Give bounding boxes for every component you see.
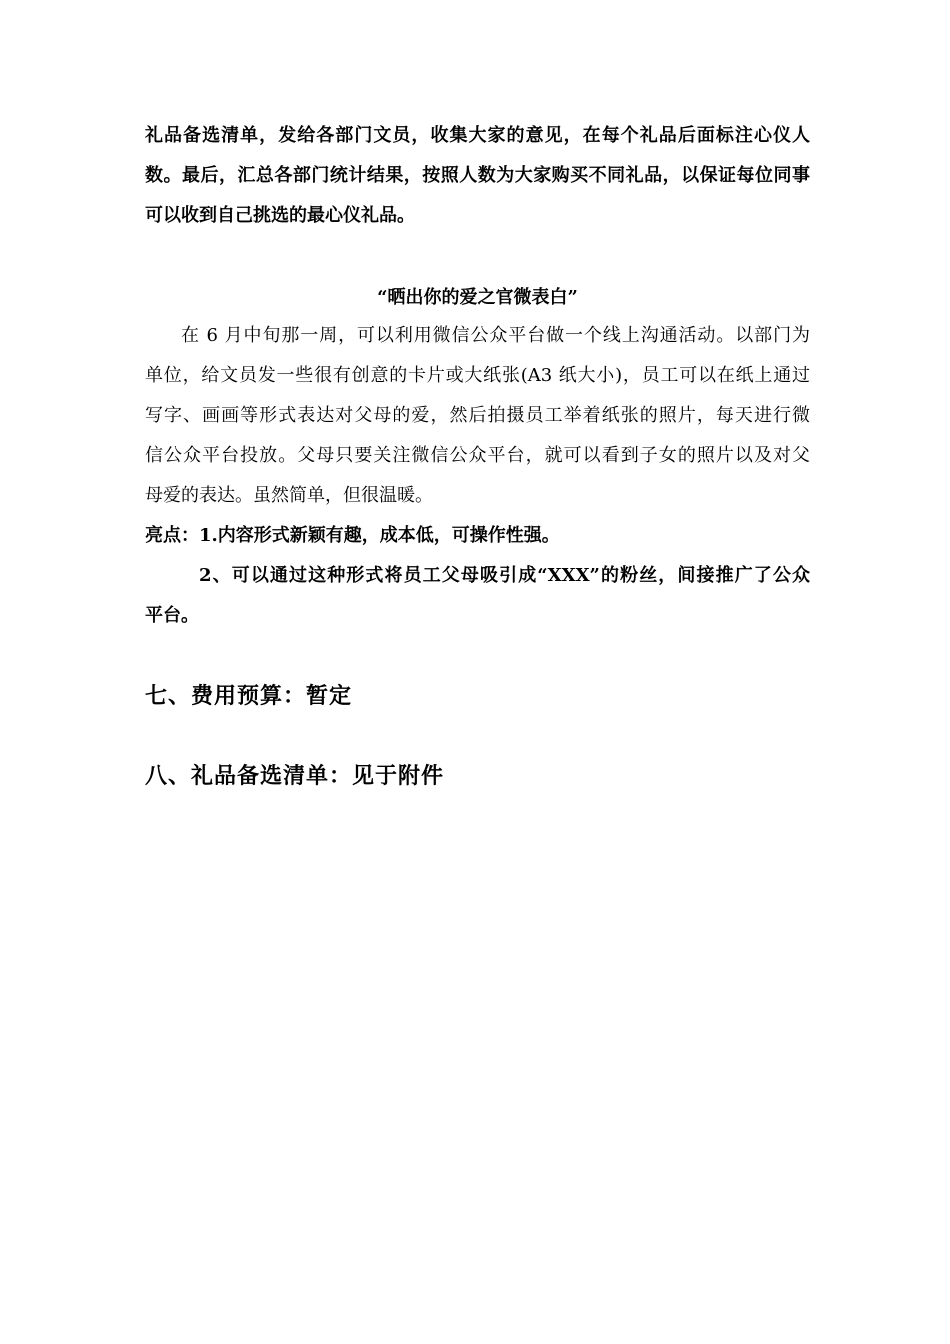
activity-line-3: 写字、画画等形式表达对父母的爱，然后拍摄员工举着纸张的照片，每天进行微: [145, 405, 810, 426]
highlight-line-2: 2、可以通过这种形式将员工父母吸引成“XXX”的粉丝，间接推广了公众: [199, 565, 810, 586]
section-seven-heading: 七、费用预算：暂定: [145, 683, 353, 709]
highlight-line-1: 亮点：1.内容形式新颖有趣，成本低，可操作性强。: [145, 525, 560, 546]
activity-line-2: 单位，给文员发一些很有创意的卡片或大纸张(A3 纸大小)，员工可以在纸上通过: [145, 365, 810, 386]
highlight-line-3: 平台。: [145, 605, 199, 626]
activity-line-4: 信公众平台投放。父母只要关注微信公众平台，就可以看到子女的照片以及对父: [145, 445, 810, 466]
intro-line-2: 数。最后，汇总各部门统计结果，按照人数为大家购买不同礼品，以保证每位同事: [145, 165, 810, 186]
section-eight-heading: 八、礼品备选清单：见于附件: [145, 763, 445, 789]
intro-line-3: 可以收到自己挑选的最心仪礼品。: [145, 205, 415, 226]
intro-line-1: 礼品备选清单，发给各部门文员，收集大家的意见，在每个礼品后面标注心仪人: [145, 125, 810, 146]
activity-title: “晒出你的爱之官微表白”: [377, 287, 578, 308]
activity-line-5: 母爱的表达。虽然简单，但很温暖。: [145, 485, 433, 506]
activity-line-1: 在 6 月中旬那一周，可以利用微信公众平台做一个线上沟通活动。以部门为: [181, 325, 810, 346]
